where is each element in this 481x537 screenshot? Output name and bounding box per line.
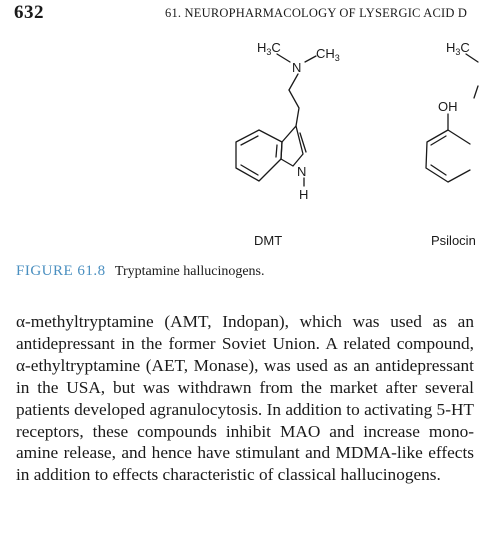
figure-caption bbox=[16, 263, 265, 280]
chemical-structures bbox=[0, 30, 481, 260]
dmt-pyrrole-ring bbox=[281, 126, 303, 166]
dmt-label-n-amine: N bbox=[292, 60, 302, 75]
dmt-name: DMT bbox=[254, 233, 283, 248]
dmt-pyrrole-double-bond bbox=[300, 133, 306, 152]
psilocin-benzene-double-1 bbox=[431, 136, 446, 145]
dmt-bond-n-chain bbox=[289, 74, 298, 90]
dmt-bond-methyl-left bbox=[277, 54, 290, 62]
psilocin-label-oh: OH bbox=[438, 99, 458, 114]
running-head: 61. NEUROPHARMACOLOGY OF LYSERGIC ACID D bbox=[165, 6, 468, 20]
dmt-benzene-double-2 bbox=[241, 165, 258, 175]
dmt-bond-methyl-right bbox=[305, 56, 316, 62]
figure-caption-text: Tryptamine hallucinogens. bbox=[114, 264, 265, 279]
dmt-ethyl-chain bbox=[289, 90, 299, 126]
dmt-label-ch3: $CH_3$ bbox=[316, 46, 340, 63]
psilocin-benzene-double-2 bbox=[431, 165, 446, 175]
body-paragraph: α-methyltryptamine (AMT, Indopan), which was used as an antidepressant in the former Soviet Union. A related compound, α-ethyltryptamine (AET, Monase), was used as an antidepressant in the USA, but was withdrawn from the market after several patients developed agranulocytosis. In addition to activating 5-HT receptors, these compounds inhibit MAO and increase monoamine release, and hence have stimulant and MDMA-like effects in addition to effects characteristic of classical hallucinogens. bbox=[16, 312, 474, 485]
dmt-label-h3c: $H_3C$ bbox=[257, 40, 281, 57]
dmt-label-n-indole: N bbox=[297, 164, 307, 179]
dmt-benzene-double-3 bbox=[276, 145, 277, 157]
psilocin-benzene-ring bbox=[426, 130, 470, 182]
dmt-benzene-ring bbox=[236, 130, 282, 181]
dmt-label-h-indole: H bbox=[299, 187, 309, 202]
psilocin-bond-chain bbox=[474, 86, 478, 98]
psilocin-name: Psilocin bbox=[431, 233, 476, 248]
page-number: 632 bbox=[14, 2, 44, 23]
figure-tryptamines bbox=[0, 30, 481, 260]
psilocin-bond-methyl bbox=[466, 54, 478, 62]
psilocin-label-h3c: $H_3C$ bbox=[446, 40, 470, 57]
figure-caption-label: FIGURE 61.8 bbox=[16, 263, 106, 279]
